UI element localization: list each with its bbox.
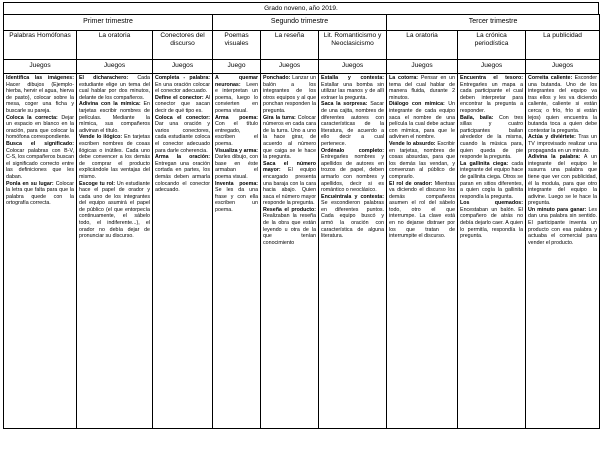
game-name: Escoge tu rol: <box>79 180 116 187</box>
game-entry <box>528 207 597 247</box>
game-description: Se escondieron palabras en diferentes puntos. Cada equipo buscó y armó la oración con característica de alguna literatura. <box>321 200 385 240</box>
game-name: Estalla y contesta: <box>321 75 385 81</box>
trimester-header-1: Segundo trimestre <box>213 15 387 31</box>
game-description: Encestaban un balón. El compañero de atrás no debía dejarlo caer. A quien lo permitía, respondía la pregunta. <box>460 206 524 240</box>
trimester-header-row <box>4 15 600 31</box>
games-content-row <box>4 74 600 429</box>
game-description: Hacer dibujos (Ejemplo-hierba, hervir el agua, hierva de pasto), colocar sobre la mesa, coger una ficha y buscarle su pareja. <box>6 81 74 114</box>
game-entry <box>155 95 210 115</box>
topic-header-2: Conectores del discurso <box>153 31 213 60</box>
topic-header-row <box>4 31 600 60</box>
game-name: Completa - palabra: <box>155 75 211 81</box>
game-description: Entregan una oración cortada en partes, los demás deben armarla colocando el conector adecuado. <box>155 160 211 194</box>
game-entry <box>79 75 150 101</box>
games-cell-5 <box>319 74 387 429</box>
game-entry <box>389 141 455 181</box>
game-description: Dejar un espacio en blanco en la oración, para que colocar la homófona correspondiente. <box>6 114 74 141</box>
game-entry <box>263 207 316 247</box>
topic-header-3: Poemas visuales <box>213 31 261 60</box>
game-entry <box>389 75 455 101</box>
game-name: Saca la sorpresa: <box>321 101 368 108</box>
game-name: Ordénalo completo: <box>321 147 385 154</box>
game-name: Reseña el producto: <box>263 206 317 213</box>
game-name: Vende lo absurdo: <box>389 140 436 147</box>
game-description: En tarjetas escribir nombres de películas. Mediante la mímica, sus compañeros adivinan el título. <box>79 101 151 134</box>
game-description: Colocar la letra que falta para que la palabra quede con la ortografía correcta. <box>6 180 74 207</box>
game-entry <box>215 75 258 115</box>
juegos-label-7: Juegos <box>458 60 526 74</box>
game-name: Un minuto para ganar: <box>528 206 587 213</box>
game-entry <box>6 141 74 181</box>
game-name: Vende lo ilógico: <box>79 134 123 141</box>
game-description: Mientras va diciendo el discurso los demás compañeros asumen el rol del sábelo todo, otro el que interrumpe. La clave está en no dejarse distraer por los que tratan de interrumpite el discurso. <box>389 180 456 240</box>
juegos-label-3: Juego <box>213 60 261 74</box>
game-name: Define el conector: <box>155 94 204 101</box>
game-description: Se les da una frase y con ella escriben un poema. <box>215 187 259 213</box>
game-name: Coloca el conector: <box>155 114 211 121</box>
game-entry <box>321 75 384 101</box>
trimester-header-2: Tercer trimestre <box>387 15 600 31</box>
game-name: Coloca la correcta: <box>6 114 58 121</box>
game-entry <box>263 161 316 207</box>
games-cell-8 <box>526 74 600 429</box>
game-entry <box>215 148 258 181</box>
game-name: Saca el número mayor: <box>263 160 317 174</box>
game-description: Realizaban la reseña de la obra que están leyendo u otra de la que tenían conocimiento <box>263 213 317 246</box>
game-name: Busca el significado: <box>6 140 74 147</box>
game-name: Adivina la palabra: <box>528 154 581 161</box>
game-name: Actúa y diviértete: <box>528 134 576 141</box>
game-entry <box>6 181 74 207</box>
game-description: Colocar palabras con B-V, C-S, los compañeros buscan el significado correcto entre las definiciones que les daban. <box>6 147 75 180</box>
topic-header-4: La reseña <box>261 31 319 60</box>
game-name: Los quemados: <box>460 200 524 207</box>
game-description: Tras un TV improvisado realizar una propaganda en un minuto. <box>528 134 598 154</box>
game-name: Diálogo con mímica: <box>389 101 445 108</box>
game-description: Al conector que sacan decir de qué tipo es. <box>155 94 211 114</box>
game-entry <box>389 181 455 240</box>
game-entry <box>460 115 523 161</box>
game-entry <box>6 75 74 115</box>
game-name: Encuéntrala y contesta: <box>321 193 385 200</box>
game-description: Les dan una palabra sin sentido. El participante inventa un producto con esa palabra y actuaba el comercial para vender el producto. <box>528 206 598 246</box>
game-description: Entregarles nombres y apellidos de autores en trozos de papel, deben armarlo con nombres y apellidos, decir si es romántico o neoclásico. <box>321 154 385 194</box>
game-name: Inventa poema: <box>215 180 259 187</box>
games-cell-7 <box>458 74 526 429</box>
game-entry <box>263 115 316 161</box>
game-description: Cada estudiante elige un tema del cual hablar por dos minutos, delante de los compañeros. <box>79 75 150 101</box>
topic-header-6: La oratoria <box>387 31 458 60</box>
topic-header-1: La oratoria <box>77 31 153 60</box>
game-name: A quemar neuronas: <box>215 75 259 88</box>
juegos-label-row <box>4 60 600 74</box>
game-description: Dar una oración y varios conectores, cada estudiante coloca el conector adecuado para darle coherencia. <box>155 121 211 154</box>
game-entry <box>79 181 150 240</box>
game-name: Encuentra el tesoro: <box>460 75 524 81</box>
topic-header-0: Palabras Homófonas <box>4 31 77 60</box>
topic-header-8: La publicidad <box>526 31 600 60</box>
game-entry <box>79 101 150 134</box>
curriculum-table <box>3 14 600 429</box>
game-entry <box>155 154 210 194</box>
game-description: A un integrante del equipo le susurra una palabra que tiene que ver con publicidad, él la modula, para que otro integrante del equipo la adivine. Luego se le hace la pregunta. <box>528 154 598 207</box>
games-cell-3 <box>213 74 261 429</box>
game-description: Lanzar un balón a los integrantes de los otros equipos y al que ponchan responden la pregunta. <box>263 75 317 114</box>
game-entry <box>389 101 455 141</box>
games-cell-6 <box>387 74 458 429</box>
game-description: Esconder una butanda. Uno de los integrantes del equipo va tras ellos y les va diciendo caliente, caliente si están cerca; o frío, frío si están lejos) quien encuentra la butanda toca a quien debe contestar la pregunta. <box>528 75 598 134</box>
game-description: Un estudiante hace el papel de orador y cada uno de los integrantes del equipo asumirá el papel de público (el que entorpecía continuamente, el sábelo todo, el indiferente...), el orador no debía dejar de pronunciar su discurso. <box>79 180 150 240</box>
juegos-label-4: Juegos <box>261 60 319 74</box>
game-entry <box>215 181 258 214</box>
game-entry <box>155 75 210 95</box>
game-description: Entregarles un mapa a cada participante el cual deben interpretar para encontrar la pregunta a responder. <box>460 81 524 114</box>
game-name: El dicharachero: <box>79 75 129 81</box>
game-entry <box>263 75 316 115</box>
topic-header-5: Lit. Romanticismo y Neoclasicismo <box>319 31 387 60</box>
game-description: En tarjetas escriben nombres de cosas ilógicas o inútiles. Cada uno debe convencer a los demás de comprar el producto explicándole las ventajas del mismo. <box>79 134 150 180</box>
games-cell-0 <box>4 74 77 429</box>
games-cell-1 <box>77 74 153 429</box>
game-name: Baila, baila: <box>460 114 494 121</box>
game-name: El rol de orador: <box>389 180 433 187</box>
game-entry <box>321 148 384 194</box>
game-description: Pensar en un tema del cual hablar de manera fluida, durante 2 minutos. <box>389 75 456 101</box>
game-description: Con tres sillas y cuatro participantes bailan alrededor de la misma, cuando la música para, quien queda de pie responde la pregunta. <box>460 114 524 161</box>
game-entry <box>79 134 150 180</box>
topic-header-7: La crónica periodística <box>458 31 526 60</box>
game-name: La gallinita ciega: <box>460 160 509 167</box>
juegos-label-1: Juegos <box>77 60 153 74</box>
game-entry <box>215 115 258 148</box>
game-entry <box>528 75 597 134</box>
game-name: Ponla en su lugar: <box>6 180 54 187</box>
games-cell-4 <box>261 74 319 429</box>
game-entry <box>460 75 523 115</box>
juegos-label-0: Juegos <box>4 60 77 74</box>
game-description: En una oración colocar el conector adecuado. <box>155 81 211 95</box>
game-entry <box>321 101 384 147</box>
trimester-header-0: Primer trimestre <box>4 15 213 31</box>
game-name: Correita caliente: <box>528 75 573 81</box>
game-name: Adivina con la mímica: <box>79 101 141 108</box>
game-entry <box>528 154 597 207</box>
game-entry <box>6 115 74 141</box>
game-description: Colocar números en cada cara de la turra. Uno a uno la hace girar, de acuerdo al número que caiga se le hace la pregunta. <box>263 114 317 161</box>
game-name: Arma poema: <box>215 114 259 121</box>
game-description: Estallar una bomba sin utilizar las manos y de allí extraer la pregunta. <box>321 81 385 101</box>
game-description: Darles dibujo, con base en éste armaban el poema visual. <box>215 154 259 180</box>
juegos-label-5: Juegos <box>319 60 387 74</box>
game-description: Con el título entregado, escriben el poema. <box>215 121 259 147</box>
games-cell-2 <box>153 74 213 429</box>
game-name: Identifica las imágenes: <box>6 75 74 81</box>
juegos-label-2: Juegos <box>153 60 213 74</box>
game-entry <box>321 194 384 240</box>
game-name: Ponchado: <box>263 75 291 81</box>
game-entry <box>528 134 597 154</box>
game-name: La cotorra: <box>389 75 419 81</box>
game-entry <box>460 200 523 240</box>
game-entry <box>460 161 523 201</box>
game-description: Leen e interpretan un poema, luego lo convierten en poema visual. <box>215 81 259 114</box>
game-description: Un integrante de cada equipo saca el nombre de una película la cual debe actuar con mímica, para que le adivinen el nombre. <box>389 101 456 141</box>
game-description: El equipo encargado presenta una baraja con la cara hacia abajo. Quien saca el número mayor responde la pregunta. <box>263 167 317 207</box>
game-description: cada integrante del equipo hace de gallinita ciega. Otros se paran en sitios diferentes, a quien cogía la gallinita respondía la pregunta. <box>460 160 524 200</box>
game-name: Visualiza y arma: <box>215 147 259 154</box>
game-name: Gira la turra: <box>263 114 296 121</box>
juegos-label-8: Juegos <box>526 60 600 74</box>
juegos-label-6: Juegos <box>387 60 458 74</box>
game-description: Sacar de una cajita, nombres de diferentes autores con características de la literatura, de acuerdo a ello decir a cual pertenece. <box>321 101 385 147</box>
game-entry <box>155 115 210 155</box>
game-description: Escribir en tarjetas, nombres de cosas absurdas, para que los demás las vendan, y convenzan al público de comprarlo. <box>389 140 456 180</box>
game-name: Arma la oración: <box>155 154 211 161</box>
document-title: Grado noveno, año 2019. <box>3 2 599 14</box>
